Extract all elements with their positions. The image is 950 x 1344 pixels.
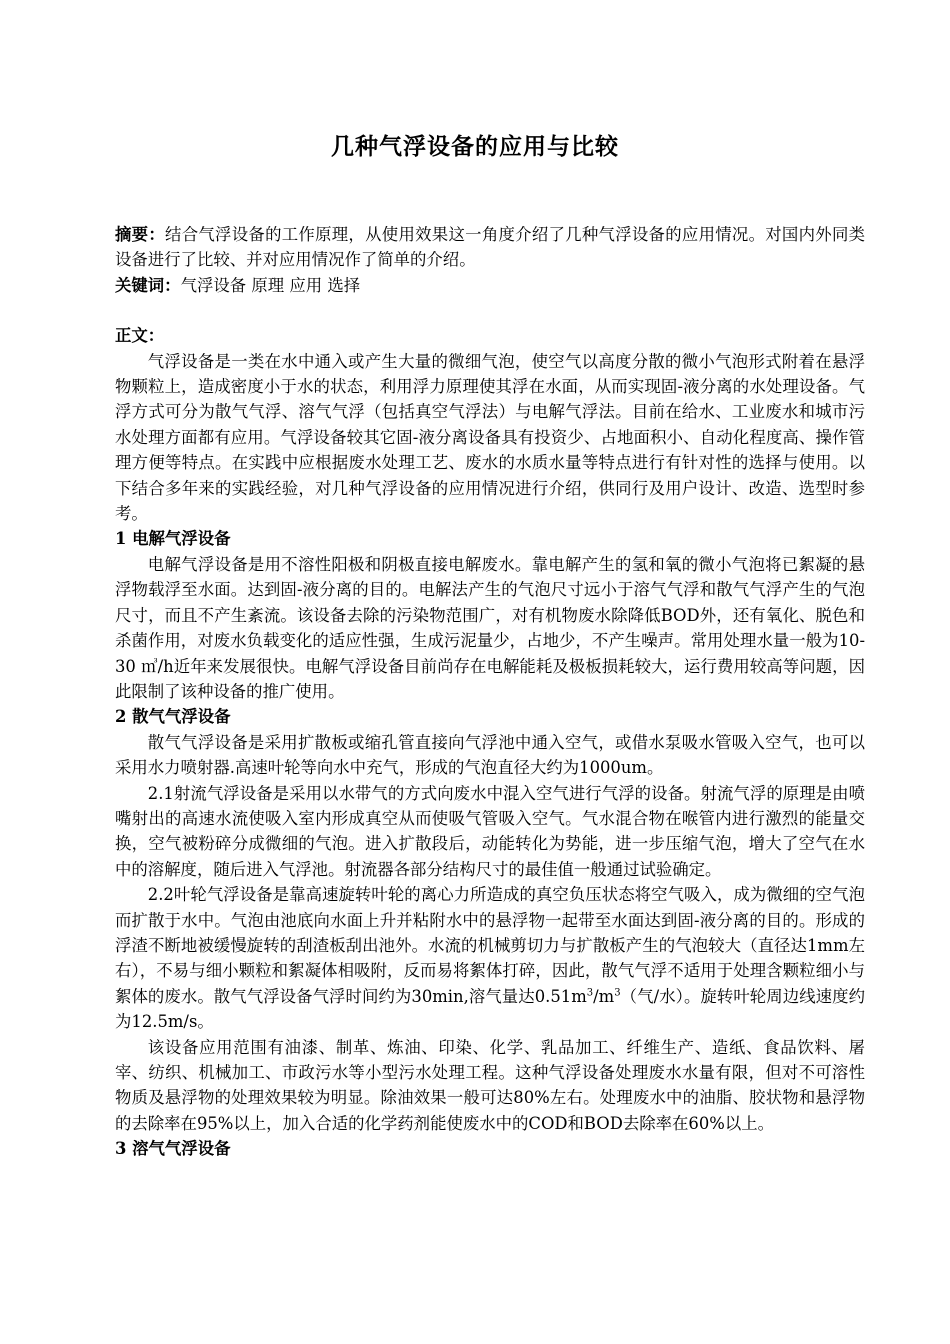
abstract [115,222,865,273]
text-run: （气/水）。旋转叶轮周边线速度约为12.5m/s。 [115,986,865,1032]
document-body [115,222,865,1162]
keywords-label: 关键词： [115,275,181,295]
intro-paragraph: 气浮设备是一类在水中通入或产生大量的微细气泡，使空气以高度分散的微小气泡形式附着在悬浮物颗粒上，造成密度小于水的状态，利用浮力原理使其浮在水面，从而实现固-液分离的水处理设备。气浮方式可分为散气气浮、溶气气浮（包括真空气浮法）与电解气浮法。目前在给水、工业废水和城市污水处理方面都有应用。气浮设备较其它固-液分离设备具有投资少、占地面积小、自动化程度高、操作管理方便等特点。在实践中应根据废水处理工艺、废水的水质水量等特点进行有针对性的选择与使用。以下结合多年来的实践经验，对几种气浮设备的应用情况进行介绍，供同行及用户设计、改造、选型时参考。 [115,351,865,524]
section-1-paragraph: 电解气浮设备是用不溶性阳极和阴极直接电解废水。靠电解产生的氢和氧的微小气泡将已絮凝的悬浮物载浮至水面。达到固-液分离的目的。电解法产生的气泡尺寸远小于溶气气浮和散气气浮产生的气泡尺寸，而且不产生紊流。该设备去除的污染物范围广，对有机物废水除降低BOD外，还有氧化、脱色和杀菌作用，对废水负载变化的适应性强，生成污泥量少，占地少，不产生噪声。常用处理水量一般为10-30 ㎥/h近年来发展很快。电解气浮设备目前尚存在电解能耗及极板损耗较大，运行费用较高等问题，因此限制了该种设备的推广使用。 [115,554,865,701]
section-2-paragraph-1: 散气气浮设备是采用扩散板或缩孔管直接向气浮池中通入空气，或借水泵吸水管吸入空气，也可以采用水力喷射器.高速叶轮等向水中充气，形成的气泡直径大约为1000um。 [115,732,865,778]
superscript: 3 [614,987,621,999]
document-title: 几种气浮设备的应用与比较 [331,133,619,160]
section-2-paragraph-4: 该设备应用范围有油漆、制革、炼油、印染、化学、乳品加工、纤维生产、造纸、食品饮料、屠宰、纺织、机械加工、市政污水等小型污水处理工程。这种气浮设备处理废水水量有限，但对不可溶性物质及悬浮物的处理效果较为明显。除油效果一般可达80%左右。处理废水中的油脂、胶状物和悬浮物的去除率在95%以上，加入合适的化学药剂能使废水中的COD和BOD去除率在60%以上。 [115,1037,865,1133]
keywords-text: 气浮设备 原理 应用 选择 [180,275,361,295]
body-heading: 正文： [115,326,165,346]
spacer [115,298,865,323]
section-1-heading: 1 电解气浮设备 [115,529,231,549]
section-2-2-paragraph [115,882,865,1034]
text-run: /m [593,986,615,1006]
abstract-text: 结合气浮设备的工作原理，从使用效果这一角度介绍了几种气浮设备的应用情况。对国内外同类设备进行了比较、并对应用情况作了简单的介绍。 [115,225,866,270]
text-run: 2.2叶轮气浮设备是靠高速旋转叶轮的离心力所造成的真空负压状态将空气吸入，成为微细的空气泡而扩散于水中。气泡由池底向水面上升并粘附水中的悬浮物一起带至水面达到固-液分离的目的。形成的浮渣不断地被缓慢旋转的刮渣板刮出池外。水流的机械剪切力与扩散板产生的气泡较大（直径达1mm左右），不易与细小颗粒和絮凝体相吸附，反而易将絮体打碎，因此，散气气浮不适用于处理含颗粒细小与絮体的废水。散气气浮设备气浮时间约为30min,溶气量达0.51m [115,885,865,1006]
superscript: 3 [586,987,594,999]
section-2-heading: 2 散气气浮设备 [115,707,231,727]
keywords [115,273,865,298]
section-3-heading: 3 溶气气浮设备 [115,1139,231,1159]
section-2-1-paragraph: 2.1射流气浮设备是采用以水带气的方式向废水中混入空气进行气浮的设备。射流气浮的原理是由喷嘴射出的高速水流使吸入室内形成真空从而使吸气管吸入空气。气水混合物在喉管内进行激烈的能量交换，空气被粉碎分成微细的气泡。进入扩散段后，动能转化为势能，进一步压缩气泡，增大了空气在水中的溶解度，随后进入气浮池。射流器各部分结构尺寸的最佳值一般通过试验确定。 [115,783,865,879]
abstract-label: 摘要： [115,225,166,244]
